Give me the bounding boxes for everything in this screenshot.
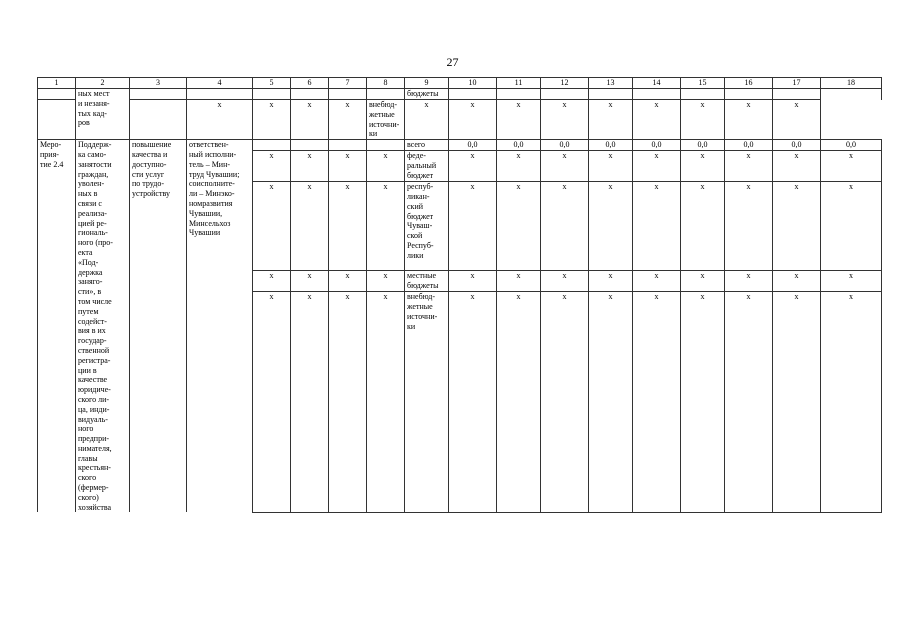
value-cell: x: [633, 182, 681, 271]
header-cell: 14: [633, 78, 681, 89]
value-cell: x: [589, 100, 633, 140]
budget-table: [37, 77, 882, 513]
header-cell: 6: [291, 78, 329, 89]
value-cell: x: [589, 151, 633, 182]
value-cell: x: [497, 271, 541, 292]
value-cell: x: [253, 292, 291, 513]
value-cell: x: [821, 292, 882, 513]
measure-goal: повышение качества и доступно- сти услуг по трудо- устройству: [130, 140, 187, 513]
source-label: местные бюджеты: [405, 271, 449, 292]
value-cell: x: [681, 292, 725, 513]
value-cell: x: [725, 100, 773, 140]
value-cell: 0,0: [821, 140, 882, 151]
value-cell: 0,0: [633, 140, 681, 151]
value-cell: x: [725, 292, 773, 513]
value-cell: 0,0: [589, 140, 633, 151]
value-cell: 0,0: [449, 140, 497, 151]
value-cell: x: [633, 271, 681, 292]
value-cell: x: [497, 292, 541, 513]
cont-description: ных мест и незаня- тых кад- ров: [76, 89, 130, 140]
value-cell: x: [681, 151, 725, 182]
value-cell: x: [681, 271, 725, 292]
value-cell: 0,0: [725, 140, 773, 151]
value-cell: x: [773, 151, 821, 182]
value-cell: x: [367, 271, 405, 292]
value-cell: x: [725, 271, 773, 292]
value-cell: x: [773, 271, 821, 292]
header-cell: 13: [589, 78, 633, 89]
value-cell: x: [589, 292, 633, 513]
source-label: внебюд- жетные источни- ки: [367, 100, 405, 140]
value-cell: x: [541, 292, 589, 513]
value-cell: x: [291, 151, 329, 182]
header-cell: 11: [497, 78, 541, 89]
value-cell: x: [821, 182, 882, 271]
source-label: феде- ральный бюджет: [405, 151, 449, 182]
value-cell: x: [329, 100, 367, 140]
value-cell: x: [773, 100, 821, 140]
header-cell: 16: [725, 78, 773, 89]
value-cell: x: [633, 100, 681, 140]
source-label: респуб- ликан- ский бюджет Чуваш- ской Респуб- лики: [405, 182, 449, 271]
value-cell: x: [773, 292, 821, 513]
value-cell: [367, 140, 405, 151]
header-cell: 1: [38, 78, 76, 89]
header-cell: 17: [773, 78, 821, 89]
header-cell: 3: [130, 78, 187, 89]
value-cell: x: [367, 151, 405, 182]
value-cell: 0,0: [773, 140, 821, 151]
value-cell: x: [449, 292, 497, 513]
value-cell: x: [541, 271, 589, 292]
value-cell: x: [497, 182, 541, 271]
value-cell: x: [187, 100, 253, 140]
value-cell: [291, 140, 329, 151]
value-cell: x: [821, 151, 882, 182]
value-cell: x: [725, 151, 773, 182]
header-cell: 10: [449, 78, 497, 89]
header-cell: 15: [681, 78, 725, 89]
measure-executor: ответствен- ный исполни- тель – Мин- труд Чувашии; соисполните- ли – Минэко- номразвития Чувашии, Минсельхоз Чувашии: [187, 140, 253, 513]
value-cell: 0,0: [497, 140, 541, 151]
header-row: [38, 78, 882, 89]
value-cell: x: [367, 182, 405, 271]
header-cell: 2: [76, 78, 130, 89]
value-cell: x: [497, 100, 541, 140]
value-cell: x: [291, 100, 329, 140]
value-cell: x: [405, 100, 449, 140]
value-cell: 0,0: [541, 140, 589, 151]
value-cell: x: [291, 182, 329, 271]
source-label: всего: [405, 140, 449, 151]
value-cell: x: [291, 292, 329, 513]
header-cell: 9: [405, 78, 449, 89]
source-label: внебюд- жетные источни- ки: [405, 292, 449, 513]
value-cell: x: [449, 100, 497, 140]
value-cell: x: [725, 182, 773, 271]
value-cell: x: [253, 271, 291, 292]
value-cell: x: [681, 100, 725, 140]
value-cell: x: [329, 271, 367, 292]
value-cell: x: [633, 151, 681, 182]
header-cell: 4: [187, 78, 253, 89]
value-cell: x: [589, 271, 633, 292]
value-cell: x: [541, 151, 589, 182]
measure-number: Меро- прия- тие 2.4: [38, 140, 76, 513]
source-label: бюджеты: [405, 89, 449, 100]
value-cell: x: [821, 271, 882, 292]
value-cell: x: [329, 151, 367, 182]
value-cell: x: [329, 292, 367, 513]
value-cell: x: [589, 182, 633, 271]
value-cell: x: [367, 292, 405, 513]
value-cell: [329, 140, 367, 151]
header-cell: 5: [253, 78, 291, 89]
value-cell: x: [773, 182, 821, 271]
value-cell: 0,0: [681, 140, 725, 151]
value-cell: x: [541, 100, 589, 140]
value-cell: x: [253, 151, 291, 182]
header-cell: 8: [367, 78, 405, 89]
value-cell: x: [449, 151, 497, 182]
table-row: [38, 100, 882, 140]
table-row: [38, 89, 882, 100]
value-cell: x: [449, 271, 497, 292]
table-row: [38, 140, 882, 151]
value-cell: x: [541, 182, 589, 271]
page-number: 27: [446, 55, 459, 69]
header-cell: 12: [541, 78, 589, 89]
value-cell: x: [253, 182, 291, 271]
value-cell: x: [681, 182, 725, 271]
value-cell: x: [449, 182, 497, 271]
measure-description: Поддерж- ка само- занятости граждан, уволен- ных в связи с реализа- цией ре- гиональ- ного (про- екта «Под- держка заняго- сти», в том числе путем содейст- вия в их государ- ственной регистра- ции в качестве юридиче- ского ли- ца, инди- видуаль- ного предпри- нимателя, главы крестьян- ского (фермер- ского) хозяйства: [76, 140, 130, 513]
value-cell: x: [497, 151, 541, 182]
header-cell: 7: [329, 78, 367, 89]
value-cell: x: [633, 292, 681, 513]
value-cell: x: [291, 271, 329, 292]
value-cell: [253, 140, 291, 151]
value-cell: x: [329, 182, 367, 271]
header-cell: 18: [821, 78, 882, 89]
value-cell: x: [253, 100, 291, 140]
